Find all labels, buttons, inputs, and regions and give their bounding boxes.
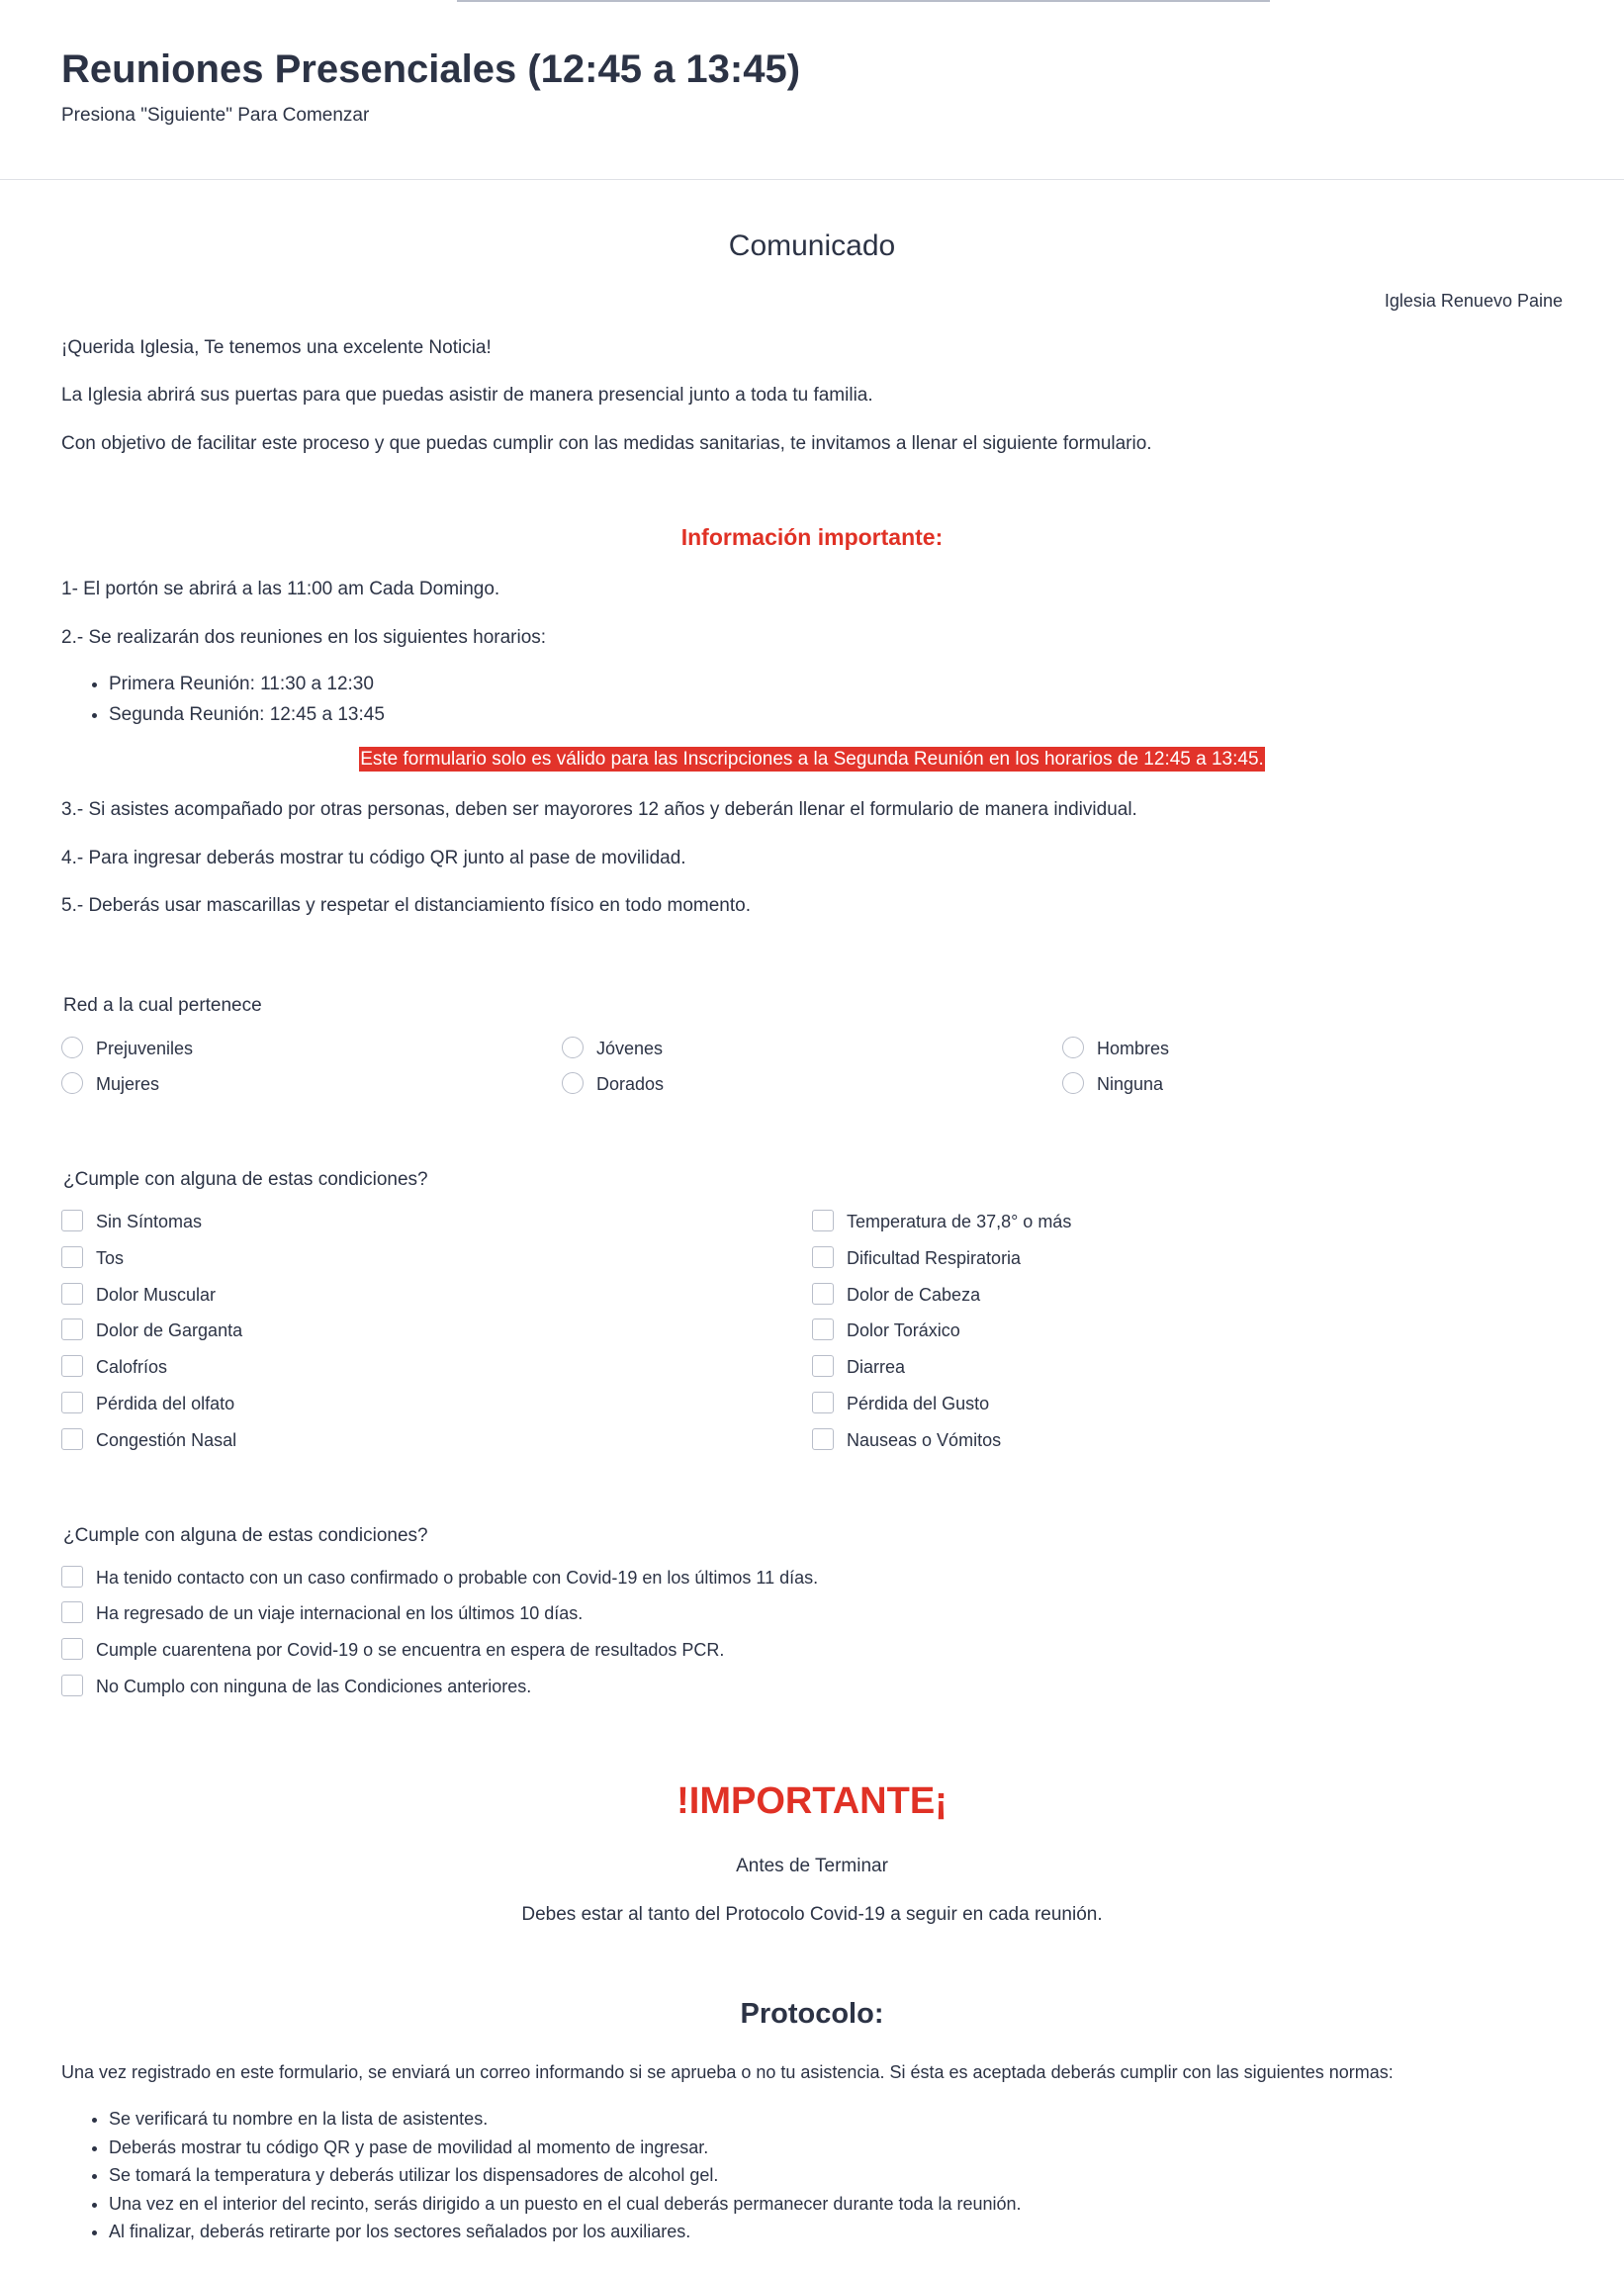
form-subtitle: Presiona "Siguiente" Para Comenzar <box>61 105 370 126</box>
checkbox-box[interactable] <box>812 1355 834 1377</box>
protocol-item: • Deberás mostrar tu código QR y pase de movilidad al momento de ingresar. <box>109 2134 1022 2162</box>
comunicado-heading: Comunicado <box>728 229 896 262</box>
symptoms-question-label: ¿Cumple con alguna de estas condiciones? <box>63 1169 428 1190</box>
checkbox-box[interactable] <box>812 1428 834 1450</box>
checkbox-box[interactable] <box>61 1246 83 1268</box>
protocol-item: • Se tomará la temperatura y deberás utilizar los dispensadores de alcohol gel. <box>109 2161 1022 2190</box>
schedule-item: • Primera Reunión: 11:30 a 12:30 <box>109 669 385 699</box>
checkbox-box[interactable] <box>812 1210 834 1231</box>
checkbox-box[interactable] <box>812 1283 834 1305</box>
schedule-list <box>61 669 385 730</box>
protocol-item: • Una vez en el interior del recinto, serás dirigido a un puesto en el cual deberás permanecer durante toda la reunión. <box>109 2190 1022 2219</box>
radio-circle[interactable] <box>61 1072 83 1094</box>
schedule-item: • Segunda Reunión: 12:45 a 13:45 <box>109 699 385 730</box>
checkbox-box[interactable] <box>812 1392 834 1413</box>
checkbox-box[interactable] <box>61 1355 83 1377</box>
checkbox-box[interactable] <box>61 1318 83 1340</box>
protocol-item: • Al finalizar, deberás retirarte por los sectores señalados por los auxiliares. <box>109 2218 1022 2246</box>
protocol-list <box>61 2105 1022 2246</box>
radio-circle[interactable] <box>562 1037 584 1058</box>
radio-circle[interactable] <box>562 1072 584 1094</box>
checkbox-box[interactable] <box>61 1283 83 1305</box>
radio-circle[interactable] <box>1062 1037 1084 1058</box>
important-line-2: Debes estar al tanto del Protocolo Covid-19 a seguir en cada reunión. <box>521 1904 1103 1925</box>
important-title: !IMPORTANTE¡ <box>677 1780 947 1822</box>
checkbox-box[interactable] <box>61 1210 83 1231</box>
radio-circle[interactable] <box>61 1037 83 1058</box>
conditions-question-label: ¿Cumple con alguna de estas condiciones? <box>63 1525 428 1546</box>
important-line-1: Antes de Terminar <box>736 1856 888 1876</box>
intro-paragraph-3: Con objetivo de facilitar este proceso y que puedas cumplir con las medidas sanitarias, te invitamos a llenar el siguiente formulario. <box>61 433 1152 454</box>
intro-paragraph-1: ¡Querida Iglesia, Te tenemos una excelente Noticia! <box>61 337 492 358</box>
info-title: Información importante: <box>680 524 944 550</box>
protocol-intro: Una vez registrado en este formulario, se enviará un correo informando si se aprueba o no tu asistencia. Si ésta es aceptada deberás cumplir con las siguientes normas: <box>61 2062 1394 2082</box>
checkbox-box[interactable] <box>61 1566 83 1588</box>
checkbox-box[interactable] <box>61 1638 83 1660</box>
notice-banner <box>0 749 1624 771</box>
form-title: Reuniones Presenciales (12:45 a 13:45) <box>61 47 801 91</box>
author-text: Iglesia Renuevo Paine <box>1384 291 1563 311</box>
notice-text: Este formulario solo es válido para las Inscripciones a la Segunda Reunión en los horarios de 12:45 a 13:45. <box>360 749 1264 770</box>
checkbox-box[interactable] <box>812 1246 834 1268</box>
checkbox-box[interactable] <box>61 1601 83 1623</box>
info-item-4: 4.- Para ingresar deberás mostrar tu código QR junto al pase de movilidad. <box>61 848 686 868</box>
info-item-1: 1- El portón se abrirá a las 11:00 am Cada Domingo. <box>61 579 500 599</box>
checkbox-box[interactable] <box>61 1428 83 1450</box>
radio-circle[interactable] <box>1062 1072 1084 1094</box>
checkbox-box[interactable] <box>61 1392 83 1413</box>
red-question-label: Red a la cual pertenece <box>63 995 262 1016</box>
protocol-item: • Se verificará tu nombre en la lista de asistentes. <box>109 2105 1022 2134</box>
info-item-3: 3.- Si asistes acompañado por otras personas, deben ser mayorores 12 años y deberán llenar el formulario de manera individual. <box>61 799 1137 820</box>
info-item-5: 5.- Deberás usar mascarillas y respetar el distanciamiento físico en todo momento. <box>61 895 751 916</box>
checkbox-box[interactable] <box>812 1318 834 1340</box>
form-header <box>0 0 1624 180</box>
protocol-title: Protocolo: <box>740 1998 884 2030</box>
checkbox-box[interactable] <box>61 1675 83 1696</box>
info-item-2: 2.- Se realizarán dos reuniones en los siguientes horarios: <box>61 627 547 648</box>
intro-paragraph-2: La Iglesia abrirá sus puertas para que puedas asistir de manera presencial junto a toda tu familia. <box>61 385 873 406</box>
